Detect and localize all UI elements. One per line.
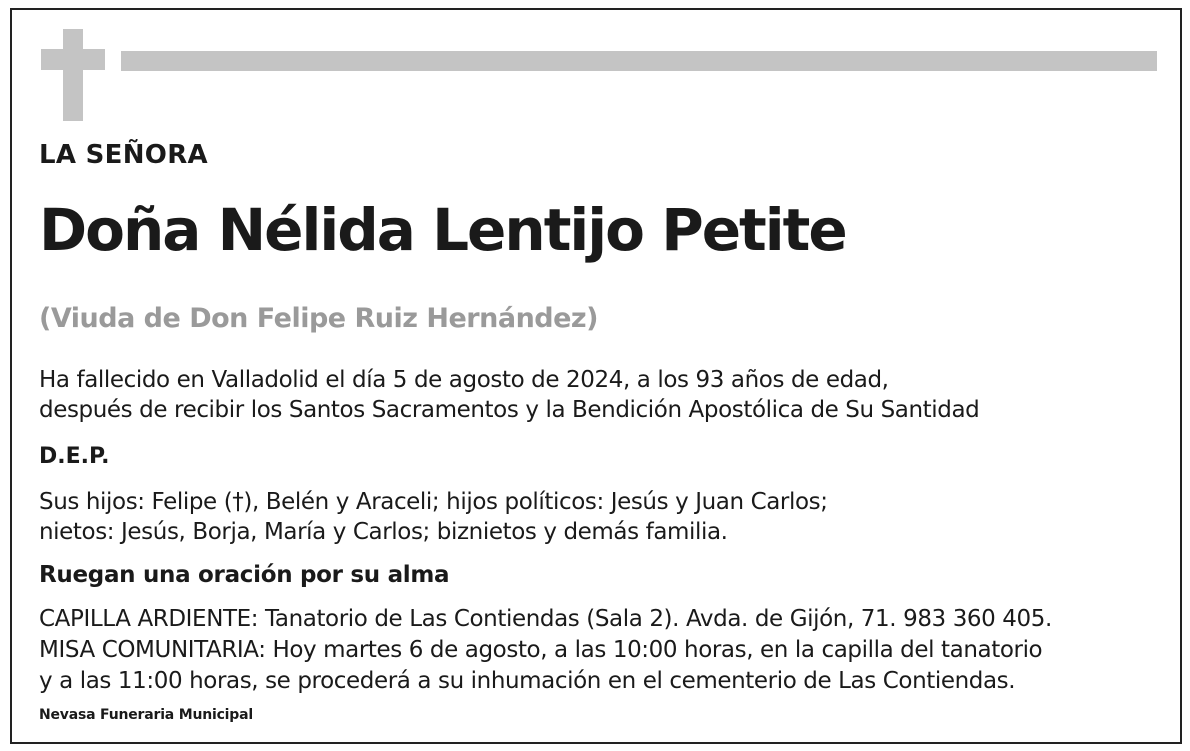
- family-text: [39, 487, 828, 547]
- death-notice-line: Ha fallecido en Valladolid el día 5 de agosto de 2024, a los 93 años de edad,: [39, 367, 889, 393]
- header-bar: [121, 51, 1157, 71]
- dep-text: D.E.P.: [39, 444, 110, 469]
- title-label: LA SEÑORA: [39, 140, 208, 170]
- arrangements-text: [39, 604, 1052, 697]
- arrangements-line: y a las 11:00 horas, se procederá a su inhumación en el cementerio de Las Contiendas.: [39, 668, 1016, 694]
- funeral-home-credit: Nevasa Funeraria Municipal: [39, 707, 253, 723]
- family-line: nietos: Jesús, Borja, María y Carlos; biznietos y demás familia.: [39, 519, 728, 545]
- family-line: Sus hijos: Felipe (†), Belén y Araceli; hijos políticos: Jesús y Juan Carlos;: [39, 489, 828, 515]
- deceased-name: Doña Nélida Lentijo Petite: [39, 196, 846, 264]
- cross-icon-arm: [41, 49, 105, 70]
- widow-of-text: (Viuda de Don Felipe Ruiz Hernández): [39, 303, 598, 334]
- arrangements-line: MISA COMUNITARIA: Hoy martes 6 de agosto, a las 10:00 horas, en la capilla del tanatorio: [39, 637, 1043, 663]
- prayer-request: Ruegan una oración por su alma: [39, 562, 450, 588]
- cross-icon: [63, 29, 83, 121]
- arrangements-line: CAPILLA ARDIENTE: Tanatorio de Las Contiendas (Sala 2). Avda. de Gijón, 71. 983 360 405.: [39, 606, 1052, 632]
- death-notice-line: después de recibir los Santos Sacramentos y la Bendición Apostólica de Su Santidad: [39, 397, 980, 423]
- death-notice-text: [39, 365, 979, 425]
